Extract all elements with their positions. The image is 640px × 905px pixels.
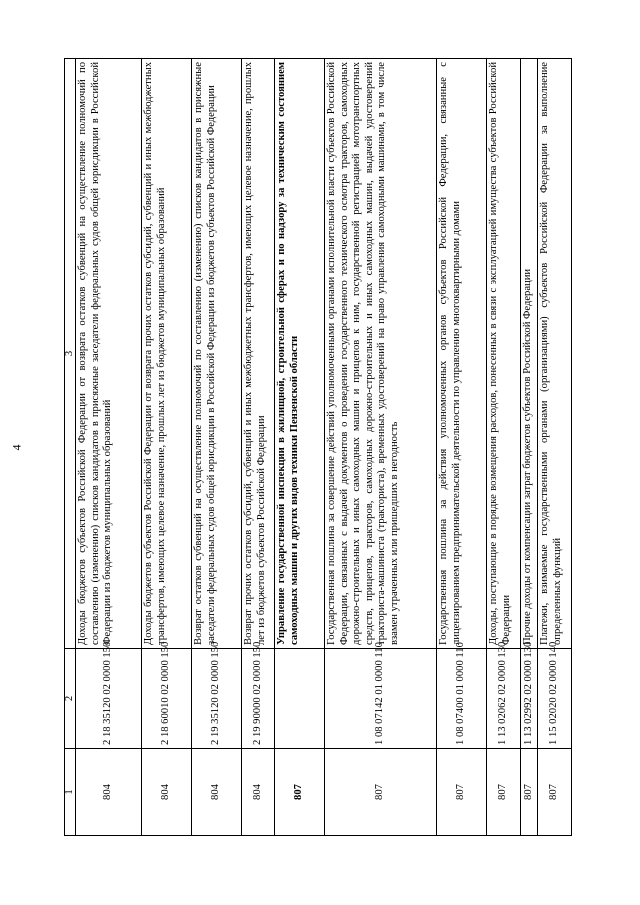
table-row: [521, 59, 538, 836]
column-header: 2: [65, 649, 76, 749]
page-number: 4: [9, 444, 24, 451]
table-row: [76, 59, 142, 836]
table-row: [142, 59, 192, 836]
admin-code-cell: 807: [437, 749, 487, 836]
revenue-codes-table: [64, 58, 572, 836]
admin-code-cell: 804: [192, 749, 242, 836]
table-row: [437, 59, 487, 836]
rotated-table-container: [64, 59, 563, 836]
admin-code-cell: 807: [275, 749, 325, 836]
description-cell: Государственная пошлина за совершение действий уполномоченными органами исполнительной власти субъектов Российской Федерации, связанных с выдачей документов о проведении государственного технического осмотра тракторов, самоходных дорожно-строительных и иных самоходных машин и прицепов к ним, государственной регистрацией мототранспортных средств, прицепов, тракторов, самоходных дорожно-строительных и иных самоходных машин, выдачей удостоверений тракториста-машиниста (тракториста), временных удостоверений на право управления самоходными машинами, в том числе взамен утраченных или пришедших в негодность: [325, 59, 437, 649]
admin-code-cell: 804: [142, 749, 192, 836]
budget-code-cell: 1 08 07142 01 0000 110: [325, 649, 437, 749]
description-cell: Платежи, взимаемые государственными органами (организациями) субъектов Российской Федерации за выполнение определенных функций: [538, 59, 572, 649]
admin-code-cell: 807: [538, 749, 572, 836]
table-header-row: [65, 59, 76, 836]
description-cell: Возврат прочих остатков субсидий, субвенций и иных межбюджетных трансфертов, имеющих целевое назначение, прошлых лет из бюджетов субъектов Российской Федерации: [242, 59, 275, 649]
description-cell: Доходы бюджетов субъектов Российской Федерации от возврата прочих остатков субсидий, субвенций и иных межбюджетных трансфертов, имеющих целевое назначение, прошлых лет из бюджетов муниципальных образований: [142, 59, 192, 649]
budget-code-cell: 2 18 60010 02 0000 150: [142, 649, 192, 749]
column-header: 3: [65, 59, 76, 649]
admin-code-cell: 804: [76, 749, 142, 836]
table-row: [325, 59, 437, 836]
column-header: 1: [65, 749, 76, 836]
admin-code-cell: 804: [242, 749, 275, 836]
admin-code-cell: 807: [521, 749, 538, 836]
admin-code-cell: 807: [487, 749, 521, 836]
table-row: [192, 59, 242, 836]
description-cell: Доходы бюджетов субъектов Российской Федерации от возврата остатков субвенций на осуществление полномочий по составлению (изменению) списков кандидатов в присяжные заседатели федеральных судов общей юрисдикции в Российской Федерации из бюджетов муниципальных образований: [76, 59, 142, 649]
budget-code-cell: 1 15 02020 02 0000 140: [538, 649, 572, 749]
budget-code-cell: 2 19 90000 02 0000 150: [242, 649, 275, 749]
table-row: [242, 59, 275, 836]
budget-code-cell: 2 18 35120 02 0000 150: [76, 649, 142, 749]
table-row: [487, 59, 521, 836]
table-row-section-heading: [275, 59, 325, 836]
budget-code-cell: 2 19 35120 02 0000 150: [192, 649, 242, 749]
table-row: [538, 59, 572, 836]
budget-code-cell: 1 13 02062 02 0000 130: [487, 649, 521, 749]
budget-code-cell: 1 08 07400 01 0000 110: [437, 649, 487, 749]
description-cell: Управление государственной инспекции в жилищной, строительной сферах и по надзору за техническим состоянием самоходных машин и других видов техники Пензенской области: [275, 59, 325, 649]
description-cell: Государственная пошлина за действия уполномоченных органов субъектов Российской Федерации, связанные с лицензированием предпринимательской деятельности по управлению многоквартирными домами: [437, 59, 487, 649]
admin-code-cell: 807: [325, 749, 437, 836]
description-cell: Возврат остатков субвенций на осуществление полномочий по составлению (изменению) списков кандидатов в присяжные заседатели федеральных судов общей юрисдикции в Российской Федерации из бюджетов субъектов Российской Федерации: [192, 59, 242, 649]
description-cell: Доходы, поступающие в порядке возмещения расходов, понесенных в связи с эксплуатацией имущества субъектов Российской Федерации: [487, 59, 521, 649]
description-cell: Прочие доходы от компенсации затрат бюджетов субъектов Российской Федерации: [521, 59, 538, 649]
budget-code-cell: [275, 649, 325, 749]
budget-code-cell: 1 13 02992 02 0000 130: [521, 649, 538, 749]
